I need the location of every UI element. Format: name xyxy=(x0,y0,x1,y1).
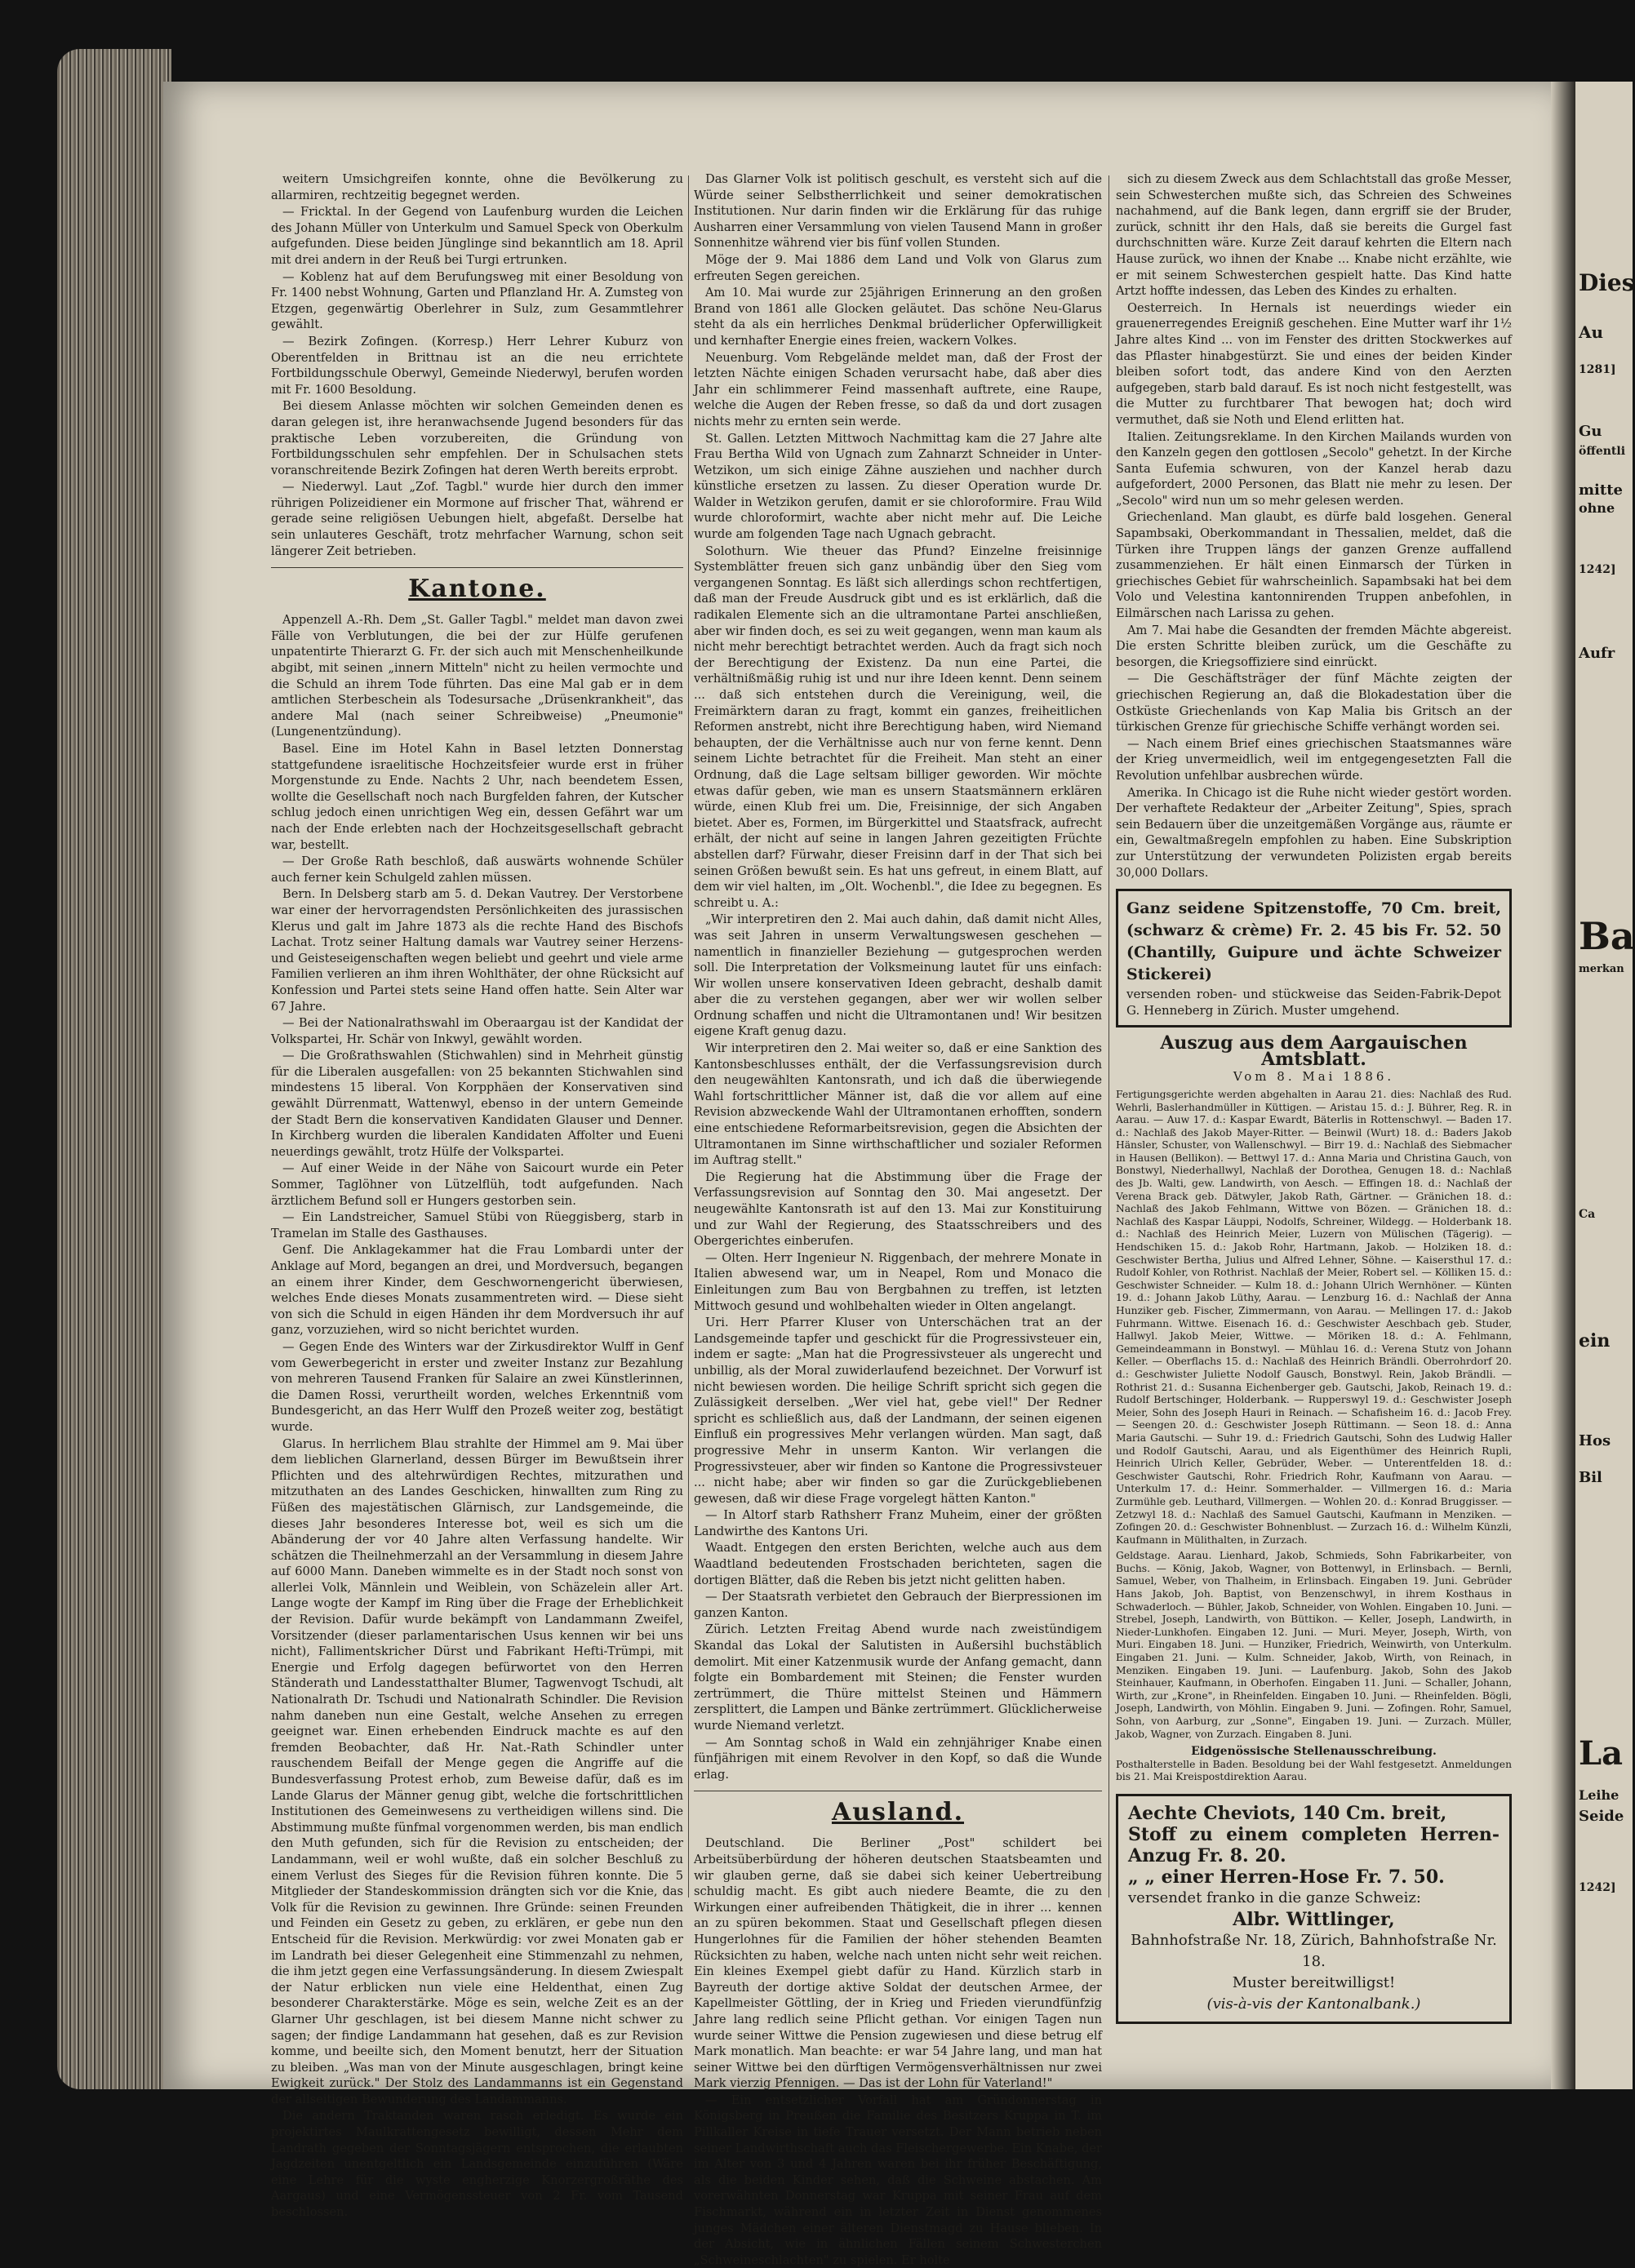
advertisement-henneberg xyxy=(1116,889,1512,1027)
paragraph: — Ein entsetzlicher Vorfall hat am Gründonnerstag in Königsberg in Preußen die Familie des Besitzers Kruppa in T. im Pillkaller Kreise in tiefe Trauer versetzt. Der Mann betrieb neben seiner Landwirthschaft auch das Fleischergewerbe. Ein Knabe, der im Alter von 3 und 4 Jahren waren bei ihr früher Beschäftigung, als die beiden Kinder sehen, daß die Schweine abstachen. Am vorerwähnten Donnerstag war Kruppa mit seiner Frau auf dem Fischmarkt, während ein in letzter Zeit in Dienst genommenes junges Mädchen einer älteren Dienstmagd zu Hause blieben. In der Absicht, wie in ähnlichen Fällen seinem Schwesterchen „Schweineschlachten" zu spielen. Er holte xyxy=(694,2093,1102,2267)
paragraph: Oesterreich. In Hernals ist neuerdings wieder ein grauenerregendes Ereigniß geschehen. Eine Mutter warf ihr 1½ Jahre altes Kind ... von im Fenster des dritten Stockwerkes auf das Pflaster hinabgestürzt. Sie und eines der beiden Kinder bleiben sofort todt, das andere Kind von den Aerzten aufgegeben, starb bald darauf. Es ist noch nicht festgestellt, was die Mutter zu furchtbarer That bewogen hat; doch wird vermuthet, daß sie Noth und Elend erlitten hat. xyxy=(1116,300,1512,427)
facing-fragment: La xyxy=(1579,1734,1624,1773)
paragraph: Griechenland. Man glaubt, es dürfe bald losgehen. General Sapambsaki, Oberkommandant in Thessalien, meldet, daß die Türken ihre Truppen längs der ganzen Grenze auffallend zusammenziehen. Er hält einen Einmarsch der Türken in griechisches Gebiet für wahrscheinlich. Sapambsaki hat bei dem Volo und Velestina kantonnirenden Truppen anbefohlen, in Eilmärschen nach Larissa zu gehen. xyxy=(1116,510,1512,621)
amtsblatt-date: Vom 8. Mai 1886. xyxy=(1233,1069,1395,1085)
ad-line: Bahnhofstraße Nr. 18, Zürich, Bahnhofstraße Nr. 18. xyxy=(1131,1931,1497,1970)
paragraph: — Bei der Nationalrathswahl im Oberaargau ist der Kandidat der Volkspartei, Hr. Schär von Inkwyl, gewählt worden. xyxy=(271,1016,683,1046)
paragraph: — Auf einer Weide in der Nähe von Saicourt wurde ein Peter Sommer, Taglöhner von Lützelflüh, todt aufgefunden. Nach ärztlichem Befund soll er Hungers gestorben sein. xyxy=(271,1161,683,1208)
facing-fragment: Ba xyxy=(1579,914,1635,958)
facing-fragment: Au xyxy=(1579,322,1604,342)
facing-fragment: mitte xyxy=(1579,482,1623,499)
paragraph: Italien. Zeitungsreklame. In den Kirchen Mailands wurden von den Kanzeln gegen den gottlosen „Secolo" gehetzt. In der Kirche Santa Eufemia schwuren, von der Kanzel herab dazu aufgefordert, 2000 Personen, das Blatt nie mehr zu lesen. Der „Secolo" wird nun um so mehr gelesen werden. xyxy=(1116,429,1512,508)
paragraph: Am 10. Mai wurde zur 25jährigen Erinnerung an den großen Brand von 1861 alle Glocken geläutet. Das schöne Neu-Glarus steht da als ein herrliches Denkmal brüderlicher Opferwilligkeit und kernhafter Energie eines freien, wackern Volkes. xyxy=(694,286,1102,348)
paragraph: Bern. In Delsberg starb am 5. d. Dekan Vautrey. Der Verstorbene war einer der hervorragendsten Persönlichkeiten des jurassischen Klerus und galt im Jahre 1873 als die rechte Hand des Bischofs Lachat. Trotz seiner Haltung damals war Vautrey seiner Herzens- und Geisteseigenschaften wegen beliebt und geehrt und viele arme Familien verlieren an ihm ihren Wohlthäter, der ohne Rücksicht auf Konfession und Partei stets seine Hand offen hatte. Sein Alter war 67 Jahre. xyxy=(271,887,683,1014)
facing-fragment: Leihe xyxy=(1579,1787,1619,1803)
paragraph: — Olten. Herr Ingenieur N. Riggenbach, der mehrere Monate in Italien abwesend war, um in Neapel, Rom und Monaco die Einleitungen zum Bau von Bergbahnen zu treffen, ist letzten Mittwoch gesund und wohlbehalten wieder in Olten angelangt. xyxy=(694,1250,1102,1313)
paragraph: — In Altorf starb Rathsherr Franz Muheim, einer der größten Landwirthe des Kantons Uri. xyxy=(694,1508,1102,1538)
facing-fragment: ein xyxy=(1579,1330,1611,1351)
advertisement-wittlinger xyxy=(1116,1794,1512,2024)
paragraph: Genf. Die Anklagekammer hat die Frau Lombardi unter der Anklage auf Mord, begangen an drei, und Mordversuch, begangen an einem ihrer Kinder, dem Geschwornengericht überwiesen, welches Ende dieses Monats zusammentreten wird. — Diese sieht von sich die Schuld in eigen Händen ihr dem Mordversuch ihr auf ganz, vorzuziehen, wird so nicht berichtet wurden. xyxy=(271,1243,683,1338)
ad-line: (vis-à-vis der Kantonalbank.) xyxy=(1206,1995,1421,2013)
facing-fragment: Ca xyxy=(1579,1208,1596,1221)
paragraph: sich zu diesem Zweck aus dem Schlachtstall das große Messer, sein Schwesterchen mußte sich, das Schreien des Schweines nachahmend, auf die Bank legen, dann ergriff sie der Bruder, zurück, schnitt ihr den Hals, daß sie bereits die Gurgel fast durchschnitten wäre. Kurze Zeit darauf kehrten die Eltern nach Hause zurück, wo ihnen der Knabe ... Knabe nicht erzählte, wie er mit seinem Schwesterchen gespielt hatte. Das Kind hatte Artzt hoffte indessen, das Leben des Kindes zu erhalten. xyxy=(1116,172,1512,299)
stellen-text: Posthalterstelle in Baden. Besoldung bei der Wahl festgesetzt. Anmeldungen bis 21. Mai Kreispostdirektion Aarau. xyxy=(1116,1758,1512,1783)
facing-fragment: Gu xyxy=(1579,423,1602,440)
paragraph: — Fricktal. In der Gegend von Laufenburg wurden die Leichen des Johann Müller von Unterkulm und Samuel Speck von Oberkulm aufgefunden. Diese beiden Jünglinge sind bekanntlich am 18. April mit drei andern in der Reuß bei Turgi ertrunken. xyxy=(271,205,683,267)
paragraph: Amerika. In Chicago ist die Ruhe nicht wieder gestört worden. Der verhaftete Redakteur der „Arbeiter Zeitung", Spies, sprach sein Bedauern über die unzeitgemäßen Vorgänge aus, räumte er ein, Gewaltmaßregeln empfohlen zu haben. Eine Subskription zur Unterstützung der verwundeten Polizisten ergab bereits 30,000 Dollars. xyxy=(1116,785,1512,880)
paragraph: — Ein Landstreicher, Samuel Stübi von Rüeggisberg, starb in Tramelan im Stalle des Gasthauses. xyxy=(271,1210,683,1241)
facing-fragment: ohne xyxy=(1579,500,1615,516)
paragraph: Möge der 9. Mai 1886 dem Land und Volk von Glarus zum erfreuten Segen gereichen. xyxy=(694,252,1102,283)
paragraph: — Der Große Rath beschloß, daß auswärts wohnende Schüler auch ferner kein Schulgeld zahlen müssen. xyxy=(271,854,683,885)
paragraph: „Wir interpretiren den 2. Mai auch dahin, daß damit nicht Alles, was seit Jahren in unserm Verwaltungswesen geschehen — namentlich in finanzieller Beziehung — gutgesprochen werden soll. Die Interpretation der Volksmeinung lautet für uns einfach: Wir wollen unsere konservativen Ideen gebracht, deshalb damit aber die zu verstehen gegangen, aber wer wir wollen selber Ordnung schaffen und nicht die Ultramontanen und! Wir besitzen eigene Kraft genug dazu. xyxy=(694,912,1102,1039)
paragraph: Die andern Traktanden waren rasch erledigt. Es wurde ein projektirtes Maulkrattengesetz bewilligt, dessen Mehr dem Landrath gegeben der Sonntagsjägern entsprochen, die erlaubten Jagdzeiten unentgeltlich ein Landsgemeinde einzuführen (Wäre eine Lehre für die wyste engherzige Knorzergroßräthe des Aargaus) und eine Vermögenssteuer von 2 Fr. vom Tausend beschlossen. xyxy=(271,2109,683,2220)
column-rule xyxy=(688,175,689,1897)
facing-fragment: Dies xyxy=(1579,269,1635,296)
facing-fragment: 1242] xyxy=(1579,563,1616,576)
paragraph: Appenzell A.-Rh. Dem „St. Galler Tagbl." meldet man davon zwei Fälle von Verblutungen, die bei der zur Hülfe gerufenen unpatentirte Thierarzt G. Fr. der sich auch mit Menschenheilkunde abgibt, mit seinen „innern Mitteln" nicht zu heilen vermochte und die Schuld an ihrem Tode führten. Das eine Mal gab er in dem amtlichen Sterbeschein als Todesursache „Drüsenkrankheit", das andere Mal (nach seiner Schreibweise) „Pneumonie" (Lungenentzündung). xyxy=(271,613,683,739)
column-1 xyxy=(271,171,683,2220)
facing-fragment: Bil xyxy=(1579,1469,1602,1486)
paragraph: Solothurn. Wie theuer das Pfund? Einzelne freisinnige Systemblätter freuen sich ganz unbändig über den Sieg vom vergangenen Sonntag. Es läßt sich allerdings schon rechtfertigen, daß man der Freude Ausdruck gibt und es ist erklärlich, daß die radikalen Elemente sich an die ultramontane Partei anschließen, aber wir finden doch, es sei zu weit gegangen, wenn man kaum als nicht mehr berechtigt betrachtet werden. Auch da fragt sich noch der Berechtigung der Existenz. Da nun eine Partei, die verhältnißmäßig ruhig ist und nur ihre Ideen kennt. Denn seinem ... daß sich entstehen durch die Vereinigung, weil, die Freimärktern daran zu fragt, kommt ein ganzes, freiheitlichen Reformen anstrebt, nicht ihre Berechtigung haben, wird Niemand behaupten, der die Verhältnisse auch nur von ferne kennt. Denn seinem Lichte betrachtet für die Freiheit. Man steht an einer Ordnung, daß die Lage seltsam billiger geworden. Wir möchte etwas dafür geben, wie man es unsern Staatsmännern erklären würde, einen Klub frei um. Die, Freisinnige, der sich Angaben bietet. Aber es, Formen, im Bürgerkittel und Staatsfrack, aufrecht erhält, der nicht auf seine in langen Jahren gezeitigten Früchte abstellen darf? Fürwahr, dieser Freisinn darf in der That sich bei seinen Größen bewußt sein. Es hat uns gefreut, in einem Blatt, auf dem wir viel halten, im „Olt. Wochenbl.", die Idee zu begegnen. Es schreibt u. A.: xyxy=(694,544,1102,910)
paragraph: — Am Sonntag schoß in Wald ein zehnjähriger Knabe einen fünfjährigen mit einem Revolver in den Kopf, so daß die Wunde erlag. xyxy=(694,1735,1102,1782)
section-heading-ausland: Ausland. xyxy=(694,1791,1102,1829)
facing-fragment: öffentli xyxy=(1579,445,1626,458)
amtsblatt-title: Auszug aus dem Aargauischen Amtsblatt. xyxy=(1160,1032,1468,1070)
paragraph: — Gegen Ende des Winters war der Zirkusdirektor Wulff in Genf vom Gewerbegericht in erster und zweiter Instanz zur Bezahlung von mehreren Tausend Franken für Salaire an zwei Künstlerinnen, die Damen Rossi, verurtheilt worden, welches Erkenntniß vom Bundesgericht, an das Herr Wulff den Prozeß weiter zog, bestätigt wurde. xyxy=(271,1339,683,1434)
stellen-title: Eidgenössische Stellenausschreibung. xyxy=(1191,1745,1437,1759)
facing-fragment: Aufr xyxy=(1579,645,1615,662)
book-gutter xyxy=(1551,82,1575,2089)
facing-fragment: Hos xyxy=(1579,1432,1611,1449)
facing-page xyxy=(1575,82,1633,2089)
ad-line: Aechte Cheviots, 140 Cm. breit, xyxy=(1128,1802,1447,1824)
facing-fragment: 1281] xyxy=(1579,363,1616,376)
paragraph: — Bezirk Zofingen. (Korresp.) Herr Lehrer Kuburz von Oberentfelden in Brittnau ist an die neu errichtete Fortbildungsschule Oberwyl, Gemeinde Niederwyl, berufen worden mit Fr. 1600 Besoldung. xyxy=(271,334,683,397)
paragraph: — Der Staatsrath verbietet den Gebrauch der Bierpressionen im ganzen Kanton. xyxy=(694,1590,1102,1620)
column-2 xyxy=(694,171,1102,2267)
paragraph: — Niederwyl. Laut „Zof. Tagbl." wurde hier durch den immer rührigen Polizeidiener ein Mormone auf frischer That, während er gerade seine religiösen Uebungen hielt, abgefaßt. Derselbe hat sein unlauteres Geschäft, trotz mehrfacher Warnung, schon seit längerer Zeit betrieben. xyxy=(271,480,683,558)
geldstage-text: Geldstage. Aarau. Lienhard, Jakob, Schmieds, Sohn Fabrikarbeiter, von Buchs. — König, Jakob, Wagner, von Bottenwyl, in Erlinsbach. — Bernli, Samuel, Weber, von Thalheim, in Erlinsbach. Eingaben 19. Juni. Gebrüder Hans Jakob, Joh. Baptist, von Benzenschwyl, in ihrem Kosthaus in Schwaderloch. — Bühler, Jakob, Schneider, von Wohlen. Eingaben 10. Juni. — Strebel, Joseph, Landwirth, von Büttikon. — Keller, Joseph, Landwirth, in Nieder-Lunkhofen. Eingaben 12. Juni. — Muri. Meyer, Joseph, Wirth, von Muri. Eingaben 18. Juni. — Hunziker, Friedrich, Weinwirth, von Unterkulm. Eingaben 21. Juni. — Kulm. Schneider, Jakob, Wirth, von Reinach, in Menziken. Eingaben 19. Juni. — Laufenburg. Jakob, Sohn des Jakob Steinhauer, Kaufmann, in Oberhofen. Eingaben 11. Juni. — Schaller, Johann, Wirth, zur „Krone", in Rheinfelden. Eingaben 10. Juni. — Rheinfelden. Bögli, Joseph, Landwirth, von Möhlin. Eingaben 9. Juni. — Zofingen. Rohr, Samuel, Sohn, von Aarburg, zur „Sonne", Eingaben 19. Juni. — Zurzach. Müller, Jakob, Wagner, von Zurzach. Eingaben 8. Juni. xyxy=(1116,1550,1512,1740)
paragraph: Waadt. Entgegen den ersten Berichten, welche auch aus dem Waadtland bedeutenden Frostschaden berichteten, sagen die dortigen Blätter, daß die Reben bis jetzt nicht gelitten haben. xyxy=(694,1541,1102,1587)
paragraph: Basel. Eine im Hotel Kahn in Basel letzten Donnerstag stattgefundene israelitische Hochzeitsfeier wurde erst in früher Morgenstunde zu Ende. Nachts 2 Uhr, nach beendetem Essen, wollte die Gesellschaft noch nach Burgfelden fahren, der Kutscher schlug jedoch einen unrichtigen Weg ein, dessen Gefährt war um nach der Ende erlebten nach der Hochzeitsgesellschaft gebracht war, bestellt. xyxy=(271,742,683,852)
paragraph: weitern Umsichgreifen konnte, ohne die Bevölkerung zu allarmiren, rechtzeitig begegnet werden. xyxy=(271,172,683,202)
paragraph: Bei diesem Anlasse möchten wir solchen Gemeinden denen es daran gelegen ist, ihre heranwachsende Jugend besonders für das praktische Leben vorzubereiten, die Gründung von Fortbildungsschulen sehr empfehlen. Der in Schulsachen stets voranschreitende Bezirk Zofingen hat deren Werth bereits erprobt. xyxy=(271,399,683,477)
paragraph: Uri. Herr Pfarrer Kluser von Unterschächen trat an der Landsgemeinde tapfer und geschickt für die Progressivsteuer ein, indem er sagte: „Man hat die Progressivsteuer als ungerecht und unbillig, als der Moral zuwiderlaufend bezeichnet. Der Vorwurf ist nicht bewiesen worden. Die heilige Schrift spricht sich gegen die Zulässigkeit derselben. „Wer viel hat, gebe viel!" Der Redner spricht es schließlich aus, daß der Landmann, der seinen eigenen Einfluß ein progressives Mehr verlangen würden. Man sagt, daß progressive Mehr in unserm Kanton. Wir verlangen die Progressivsteuer, aber wir finden so Kantone die Progressivsteuer ... nicht habe; aber wir finden so gar die Zurückgebliebenen gewesen, daß wir diese Frage vorgelegt hätten Kanton." xyxy=(694,1316,1102,1506)
paragraph: Wir interpretiren den 2. Mai weiter so, daß er eine Sanktion des Kantonsbeschlusses enthält, der die Verfassungsrevision durch den neugewählten Kantonsrath, und ich daß die überwiegende Wahl fortschrittlicher Männer ist, daß die vor allem auf eine Revision abzweckende Wahl der Ultramontanen erhofften, sondern eine entschiedene Reformarbeitsrevision, gegen die Absichten der Ultramontanen im Sinne wirthschaftlicher und sozialer Reformen im Auftrag stellt." xyxy=(694,1041,1102,1168)
ad-headline: Ganz seidene Spitzenstoffe, 70 Cm. breit, (schwarz & crème) Fr. 2. 45 bis Fr. 52. 50 (Chantilly, Guipure und ächte Schweizer Stickerei) xyxy=(1126,899,1501,984)
paragraph: Deutschland. Die Berliner „Post" schildert bei Arbeitsüberbürdung der höheren deutschen Staatsbeamten und wir glauben gerne, daß sie dabei sich keiner Uebertreibung schuldig macht. Es gibt auch niedere Beamte, die zu den Wirkungen einer aufreibenden Thätigkeit, die in ihrer ... kennen an zu spüren bekommen. Staat und Gesellschaft pflegen diesen Hungerlohnes für die Familien der höher stehenden Beamten Rücksichten zu haben, welche nach unten nicht sehr weit reichen. Ein kleines Exempel giebt dafür zu Hand. Kürzlich starb in Bayreuth der dortige aktive Soldat der deutschen Armee, der Kapellmeister Göttling, der in Krieg und Frieden vierundfünfzig Jahre lang redlich seine Pflicht gethan. Vor einigen Tagen nun wurde seiner Wittwe die Pension zugewiesen und diese betrug elf Mark monatlich. Man beachte: er war 54 Jahre lang, und man hat seiner Wittwe bei den dürftigen Vermögensverhältnissen nur zwei Mark vierzig Pfennigen. — Das ist der Lohn für Vaterland!" xyxy=(694,1836,1102,2091)
section-heading-kantone: Kantone. xyxy=(271,567,683,606)
amtsblatt-text: Fertigungsgerichte werden abgehalten in Aarau 21. dies: Nachlaß des Rud. Wehrli, Baslerhandmüller in Küttigen. — Aristau 15. d.: J. Bührer, Reg. R. in Aarau. — Auw 17. d.: Kaspar Ewardt, Bäterlis in Rottenschwyl. — Baden 17. d.: Nachlaß des Jakob Mayer-Ritter. — Beinwil (Wurt) 18. d.: Baders Jakob Hänsler, Schuster, von Wallenschwyl. — Birr 19. d.: Nachlaß des Siebmacher in Hausen (Bellikon). — Bettwyl 17. d.: Anna Maria und Christina Gauch, von Bonstwyl, Niederhallwyl, Nachlaß der Dorothea, Genugen 18. d.: Nachlaß des Jb. Walti, gew. Landwirth, von Aesch. — Effingen 18. d.: Nachlaß der Verena Brack geb. Dätwyler, Jakob Rath, Gärtner. — Gränichen 18. d.: Nachlaß des Jakob Fehlmann, Wittwe von Bözen. — Gränichen 18. d.: Nachlaß des Kaspar Läuppi, Nodolfs, Schreiner, Wildegg. — Holderbank 18. d.: Nachlaß des Heinrich Meier, Luzern von Mülischen (Tägerig). — Hendschiken 15. d.: Jakob Rohr, Hartmann, Jakob. — Holziken 18. d.: Geschwister Bertha, Julius und Alfred Lehner, Söhne. — Kaisersthul 17. d.: Rudolf Kohler, von Rothrist. Nachlaß der Meier, Robert sel. — Kölliken 15. d.: Geschwister Schneider. — Kulm 18. d.: Johann Ulrich Wernhöner. — Künten 19. d.: Johann Jakob Lüthy, Aarau. — Lenzburg 16. d.: Nachlaß der Anna Hunziker geb. Fischer, Zimmermann, von Aarau. — Mellingen 17. d.: Jakob Fuhrmann. Wittwe. Eisenach 16. d.: Geschwister Aeschbach geb. Studer, Hallwyl. Jakob Meier, Wittwe. — Möriken 18. d.: A. Fehlmann, Gemeindeammann in Bonstwyl. — Mühlau 16. d.: Verena Stutz von Johann Keller. — Oberflachs 15. d.: Nachlaß des Heinrich Brändli. Oberrohrdorf 20. d.: Geschwister Juliette Nodolf Gausch, Bonstwyl. Rein, Jakob Brändli. — Rothrist 21. d.: Susanna Eichenberger geb. Gautschi, Jakob, Reinach 19. d.: Rudolf Bertschinger, Holderbank. — Rupperswyl 19. d.: Geschwister Joseph Meier, Sohn des Joseph Hauri in Reinach. — Schafisheim 16. d.: Jacob Frey. — Seengen 20. d.: Geschwister Joseph Rüttimann. — Seon 18. d.: Anna Maria Gautschi. — Suhr 19. d.: Friedrich Gautschi, Sohn des Ludwig Haller und Rodolf Gautschi, Aarau, und als Eigenthümer des Heinrich Rupli, Heinrich Ulrich Keller, Gebrüder, Weber. — Unterentfelden 18. d.: Geschwister Gautschi, Rohr. Friedrich Rohr, Kaufmann von Aarau. — Unterkulm 17. d.: Heinr. Sommerhalder. — Villmergen 16. d.: Maria Zurmühle geb. Leuthard, Villmergen. — Wohlen 20. d.: Konrad Bruggisser. — Zetzwyl 18. d.: Nachlaß des Samuel Gautschi, Kaufmann in Menziken. — Zofingen 20. d.: Geschwister Bohnenblust. — Zurzach 16. d.: Wilhelm Künzli, Kaufmann in Mülithalten, in Zurzach. xyxy=(1116,1088,1512,1546)
paragraph: — Nach einem Brief eines griechischen Staatsmannes wäre der Krieg unvermeidlich, weil im entgegengesetzten Fall die Revolution unfehlbar ausbrechen würde. xyxy=(1116,736,1512,783)
facing-fragment: 1242] xyxy=(1579,1881,1616,1894)
newspaper-page xyxy=(163,82,1551,2267)
paragraph: Am 7. Mai habe die Gesandten der fremden Mächte abgereist. Die ersten Schritte bleiben zurück, um die Geschäfte zu besorgen, die Kriegsoffiziere sind einrückt. xyxy=(1116,623,1512,669)
paragraph: Glarus. In herrlichem Blau strahlte der Himmel am 9. Mai über dem lieblichen Glarnerland, dessen Bürger im Bewußtsein ihrer Pflichten und des altehrwürdigen Rechtes, mitzurathen und mitzuthaten an des Landes Geschicken, hinwallten zum Ring zu Füßen des majestätischen Glärnisch, zur Landsgemeinde, die dieses Jahr besonderes Interesse bot, weil es sich um die Abänderung der vor 40 Jahre alten Verfassung handelte. Wir schätzen die Theilnehmerzahl an der Versammlung in diesem Jahre auf 6000 Mann. Daneben wimmelte es in der Stadt noch sonst von allerlei Volk, Männlein und Weiblein, von Schäzelein aller Art. Lange wogte der Kampf im Ring über die Frage der Erheblichkeit der Revision. Dafür wurde bekämpft von Landammann Zweifel, Vorsitzender (dieser parlamentarischen Usus kennen wir bei uns nicht), Fallimentskricher Dürst und Fabrikant Hefti-Trümpi, mit Energie und Erfolg dagegen befürwortet von den Herren Ständerath und Landesstatthalter Blumer, Tagwenvogt Tschudi, alt Nationalrath Dr. Tschudi und Nationalrath Schindler. Die Revision nahm daneben nun eine Gestalt, welche Ansehen zu erregen geeignet war. Einen erhebenden Eindruck machte es auf den fremden Beobachter, daß Hr. Nat.-Rath Schindler unter rauschendem Beifall der Menge gegen die Angriffe auf die Bundesverfassung Protest erhob, zum Beweise dafür, daß es im Lande Glarus der Männer genug gibt, welche die fortschrittlichen Institutionen des Gemeinwesens zu vertheidigen willens sind. Die Abstimmung mußte fünfmal vorgenommen werden, bis man endlich den Muth gefunden, sich für die Revision zu entscheiden; der Landammann, weil er wohl wußte, daß ein solcher Beschluß zu einem Verlust des Sieges für die Revision führen konnte. Die 5 Mitglieder der Standeskommission drängten sich vor die Knie, das Volk für die Revision zu gewinnen. Ihre Gründe: seinen Freunden und Feinden ein Gesetz zu geben, zu erklären, er gebe nun den Entscheid für die Revision. Merkwürdig: vor zwei Monaten gab er im Landrath bei dieser Gelegenheit eine Stimmenzahl zu nehmen, die ihm jetzt gegen eine Verfassungsänderung. In diesem Zwiespalt der Natur erblicken nun viele eine Heldenthat, einen Zug besonderer Charakterstärke. Möge es sein, welche Zeit es an der Glarner Uhr geschlagen, ist bei diesem Manne nicht schwer zu sagen; der findige Landammann hat gesehen, daß es zur Revision komme, und beeilte sich, den Moment benutzt, herr der Situation zu bleiben. „Was man von der Minute ausgeschlagen, bringt keine Ewigkeit zurück." Der Stolz des Landammanns ist ein Gegenstand der allseitigen Bewunderung des Landammanns. xyxy=(271,1436,683,2106)
facing-fragment: merkan xyxy=(1579,963,1624,975)
ad-line: Albr. Wittlinger, xyxy=(1233,1908,1395,1930)
ad-line: Muster bereitwilligst! xyxy=(1232,1973,1396,1991)
paragraph: Neuenburg. Vom Rebgelände meldet man, daß der Frost der letzten Nächte einigen Schaden verursacht habe, daß aber dies Jahr ein schlimmerer Feind massenhaft auftrete, eine Raupe, welche die Augen der Reben fresse, so daß da und dort zusagen nichts mehr zu ernten sein werde. xyxy=(694,350,1102,428)
paragraph: — Die Geschäftsträger der fünf Mächte zeigten der griechischen Regierung an, daß die Blokadestation über die Ostküste Griechenlands von Kap Malia bis Gritsch an der türkischen Grenze für griechische Schiffe verhängt worden sei. xyxy=(1116,672,1512,735)
paragraph: — Die Großrathswahlen (Stichwahlen) sind in Mehrheit günstig für die Liberalen ausgefallen: von 25 bekannten Stichwahlen sind mindestens 15 liberal. Von Korpphäen der Konservativen sind gewählt Dürrenmatt, Wattenwyl, ebenso in der untern Gemeinde der Stadt Bern die konservativen Kandidaten Glauser und Denner. In Kirchberg wurden die liberalen Kandidaten Affolter und Eueni neuerdings gewählt, trotz Hülfe der Volkspartei. xyxy=(271,1049,683,1159)
ad-line: Stoff zu einem completen Herren-Anzug Fr. 8. 20. xyxy=(1128,1823,1499,1866)
paragraph: St. Gallen. Letzten Mittwoch Nachmittag kam die 27 Jahre alte Frau Bertha Wild von Ugnach zum Zahnarzt Schneider in Unter-Wetzikon, um sich einige Zähne ausziehen und nachher durch künstliche ersetzen zu lassen. Zu dieser Operation wurde Dr. Walder in Wetzikon gerufen, damit er sie chloroformire. Frau Wild wurde chloroformirt, wachte aber nicht mehr auf. Die Leiche wurde am folgenden Tage nach Ugnach gebracht. xyxy=(694,431,1102,542)
column-3 xyxy=(1116,171,1512,2013)
ad-line: versendet franko in die ganze Schweiz: xyxy=(1128,1889,1421,1906)
paragraph: Das Glarner Volk ist politisch geschult, es versteht sich auf die Würde seiner Selbstherrlichkeit und seiner demokratischen Institutionen. Nur darin finden wir die Erklärung für das ruhige Ausharren einer Versammlung von vielen Tausend Mann in großer Sonnenhitze während vier bis fünf vollen Stunden. xyxy=(694,172,1102,251)
ad-line: „ „ einer Herren-Hose Fr. 7. 50. xyxy=(1128,1866,1445,1888)
paragraph: Zürich. Letzten Freitag Abend wurde nach zweistündigem Skandal das Lokal der Salutisten in Außersihl buchstäblich demolirt. Mit einer Katzenmusik wurde der Anfang gemacht, dann folgte ein Bombardement mit Steinen; die Fenster wurden zertrümmert, die Thüre mittelst Steinen und Hämmern zersplittert, die Lampen und Bänke zertrümmert. Glücklicherweise wurde Niemand verletzt. xyxy=(694,1622,1102,1733)
ad-subline: versenden roben- und stückweise das Seiden-Fabrik-Depot G. Henneberg in Zürich. Muster umgehend. xyxy=(1126,987,1501,1019)
book-page-edges xyxy=(57,49,171,2089)
paragraph: Die Regierung hat die Abstimmung über die Frage der Verfassungsrevision auf Sonntag den 30. Mai angesetzt. Der neugewählte Kantonsrath ist auf den 13. Mai zur Konstituirung und zur Wahl der Regierung, des Staatsschreibers und des Obergerichtes einberufen. xyxy=(694,1170,1102,1249)
paragraph: — Koblenz hat auf dem Berufungsweg mit einer Besoldung von Fr. 1400 nebst Wohnung, Garten und Pflanzland Hr. A. Zumsteg von Etzgen, gegenwärtig Oberlehrer in Sulz, zum Gesammtlehrer gewählt. xyxy=(271,269,683,332)
facing-fragment: Seide xyxy=(1579,1808,1624,1825)
